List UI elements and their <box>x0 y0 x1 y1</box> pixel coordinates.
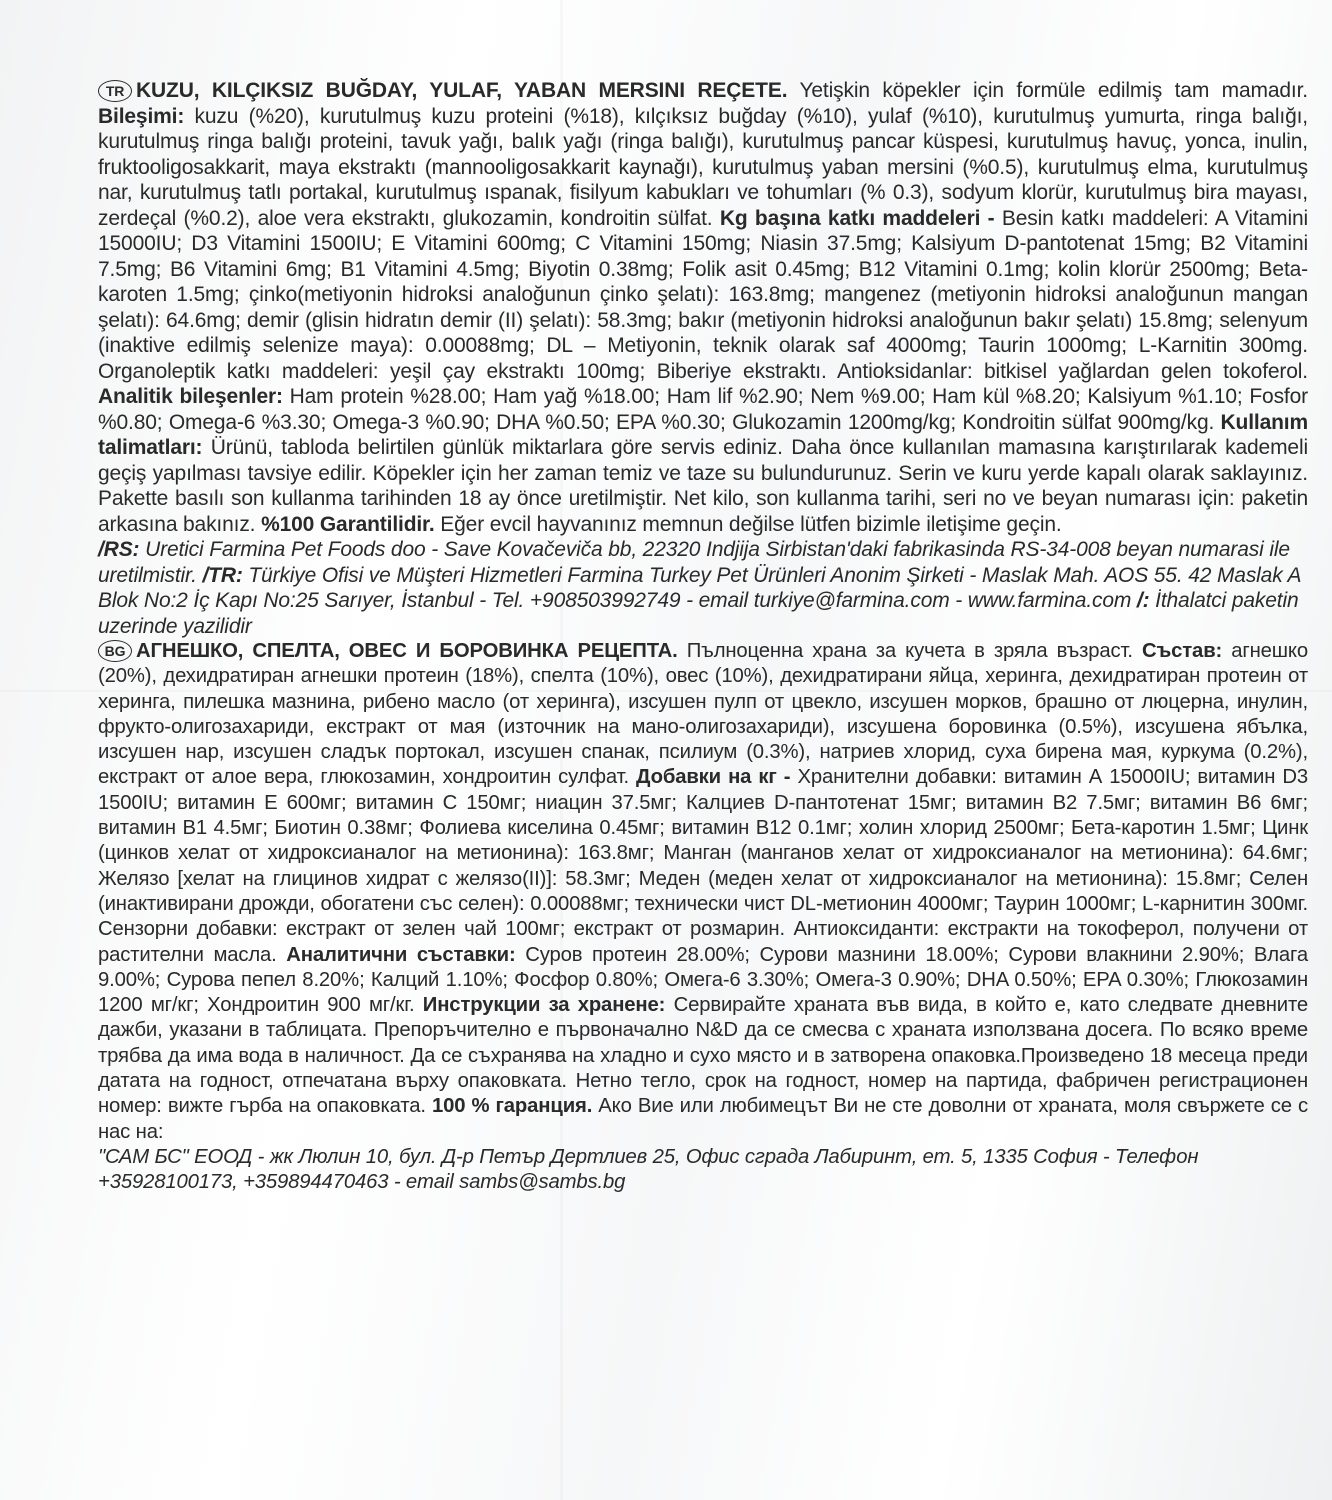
tr-rs-label: /RS: <box>98 538 140 561</box>
tr-analytical-label: Analitik bileşenler: <box>98 385 283 408</box>
ingredient-label <box>98 78 1308 1196</box>
tr-additives-text: Besin katkı maddeleri: A Vitamini 15000IU; D3 Vitamini 1500IU; E Vitamini 600mg; C Vitamini 150mg; Niasin 37.5mg; Kalsiyum D-pantotenat 15mg; B2 Vitamini 7.5mg; B6 Vitamini 6mg; B1 Vitamini 4.5mg; Biyotin 0.38mg; Folik asit 0.45mg; B12 Vitamini 0.1mg; kolin klorür 2500mg; Beta-karoten 1.5mg; çinko(metiyonin hidroksi analoğunun çinko şelatı): 163.8mg; mangenez (metiyonin hidroksi analoğunun mangan şelatı): 64.6mg; demir (glisin hidratın demir (II) şelatı): 58.3mg; bakır (metiyonin hidroksi analoğunun bakır şelatı) 15.8mg; selenyum (inaktive edilmiş selenize maya): 0.00088mg; DL – Metiyonin, teknik olarak saf 4000mg; Taurin 1000mg; L-Karnitin 300mg. Organoleptik katkı maddeleri: yeşil çay ekstraktı 100mg; Biberiye ekstraktı. Antioksidanlar: bitkisel yağlardan gelen tokoferol. <box>98 206 1308 383</box>
bg-usage-label: Инструкции за хранене: <box>422 994 666 1017</box>
tr-importer-text: İthalatci paketin uzerinde yazilidir <box>98 589 1299 638</box>
tr-manufacturer-info <box>98 537 1308 639</box>
bg-recipe-subheading: Пълноценна храна за кучета в зряла възраст. <box>677 640 1133 662</box>
tr-analytical-text: Ham protein %28.00; Ham yağ %18.00; Ham lif %2.90; Nem %9.00; Ham kül %8.20; Kalsiyum %1.10; Fosfor %0.80; Omega-6 %3.30; Omega-3 %0.90; DHA %0.50; EPA %0.30; Glukozamin 1200mg/kg; Kondroitin sülfat 900mg/kg. <box>98 385 1308 434</box>
bg-guarantee-text: Ако Вие или любимецът Ви не сте доволни от храната, моля свържете се с нас на: <box>98 1095 1308 1143</box>
bg-composition-text: агнешко (20%), дехидратиран агнешки протеин (18%), спелта (10%), овес (10%), дехидратирани яйца, херинга, дехидратиран протеин от херинга, пилешка мазнина, рибено масло (от херинга), изсушен пулп от цвекло, изсушен морков, брашно от люцерна, инулин, фрукто-олигозахариди, екстракт от мая (източник на мано-олигозахариди), изсушена боровинка (0.5%), изсушена ябълка, изсушен нар, изсушен сладък портокал, изсушен спанак, псилиум (0.3%), натриев хлорид, суха бирена мая, куркума (0.2%), екстракт от алое вера, глюкозамин, хондроитин сулфат. <box>98 640 1308 789</box>
bg-composition-label: Състав: <box>1142 640 1223 662</box>
tr-recipe-subheading: Yetişkin köpekler için formüle edilmiş tam mamadır. <box>787 79 1308 102</box>
tr-usage-text: Ürünü, tabloda belirtilen günlük miktarlara göre servis ediniz. Daha önce kullanılan mamasına karıştırılarak kademeli geçiş yapılması tavsiye edilir. Köpekler için her zaman temiz ve taze su bulundurunuz. Serin ve kuru yerde kapalı olarak saklayınız. Pakette basılı son kullanma tarihinden 18 ay önce uretilmiştir. Net kilo, son kullanma tarihi, seri no ve beyan numarası için: paketin arkasına bakınız. <box>98 436 1308 536</box>
section-turkish <box>98 78 1308 639</box>
tr-office-label: /TR: <box>202 563 243 587</box>
tr-recipe-heading: KUZU, KILÇIKSIZ BUĞDAY, YULAF, YABAN MERSINI REÇETE. <box>136 79 788 102</box>
tr-composition-label: Bileşimi: <box>98 104 185 128</box>
tr-paragraph <box>98 78 1308 537</box>
bg-guarantee-label: 100 % гаранция. <box>431 1095 593 1118</box>
bg-analytical-label: Аналитични съставки: <box>286 943 516 966</box>
section-bulgarian <box>98 639 1308 1196</box>
tr-importer-label: /: <box>1136 589 1150 612</box>
language-badge-tr: TR <box>98 80 132 102</box>
bg-analytical-text: Суров протеин 28.00%; Сурови мазнини 18.00%; Сурови влакнини 2.90%; Влага 9.00%; Сурова пепел 8.20%; Калций 1.10%; Фосфор 0.80%; Омега-6 3.30%; Омега-3 0.90%; DHA 0.50%; EPA 0.30%; Глюкозамин 1200 мг/кг; Хондроитин 900 мг/кг. <box>98 943 1308 1017</box>
tr-additives-label: Kg başına katkı maddeleri - <box>719 206 995 230</box>
tr-guarantee-label: %100 Garantilidir. <box>261 512 435 536</box>
bg-usage-text: Сервирайте храната във вида, в който е, като следвате дневните дажби, указани в таблицата. Препоръчително е първоначално N&D да се смесва с храната използвана досега. По всяко време трябва да има вода в наличност. Да се съхранява на хладно и сухо място и в затворена опаковка.Произведено 18 месеца преди датата на годност, отпечатана върху опаковката. Нетно тегло, срок на годност, номер на партида, фабричен регистрационен номер: вижте гърба на опаковката. <box>98 994 1309 1118</box>
bg-additives-text: Хранителни добавки: витамин А 15000IU; витамин D3 1500IU; витамин Е 600мг; витамин С 150мг; ниацин 37.5мг; Калциев D-пантотенат 15мг; витамин В2 7.5мг; витамин В6 6мг; витамин В1 4.5мг; Биотин 0.38мг; Фолиева киселина 0.45мг; витамин В12 0.1мг; холин хлорид 2500мг; Бета-каротин 1.5мг; Цинк (цинков хелат от хидроксианалог на метионина): 163.8мг; Манган (манганов хелат от хидроксианалог на метионина): 64.6мг; Желязо [хелат на глицинов хидрат с желязо(II)]: 58.3мг; Меден (меден хелат от хидроксианалог на метионина): 15.8мг; Селен (инактивирани дрожди, обогатени със селен): 0.00088мг; технически чист DL-метионин 4000мг; Таурин 1000мг; L-карнитин 300мг. Сензорни добавки: екстракт от зелен чай 100мг; екстракт от розмарин. Антиоксиданти: екстракти на токоферол, получени от растителни масла. <box>98 766 1308 966</box>
tr-rs-text: Uretici Farmina Pet Foods doo - Save Kovačeviča bb, 22320 Indjija Sirbistan'daki fabrikasinda RS-34-008 beyan numarasi ile uretilmistir. <box>98 538 1290 587</box>
tr-guarantee-text: Eğer evcil hayvanınız memnun değilse lütfen bizimle iletişime geçin. <box>434 512 1062 536</box>
bg-paragraph <box>98 639 1308 1145</box>
tr-office-text: Türkiye Ofisi ve Müşteri Hizmetleri Farmina Turkey Pet Ürünleri Anonim Şirketi - Maslak Mah. AOS 55. 42 Maslak A Blok No:2 İç Kapı No:25 Sarıyer, İstanbul - Tel. +908503992749 - email turkiye@farmina.com - www.farmina.com <box>98 563 1301 612</box>
tr-usage-label: Kullanım talimatları: <box>98 410 1308 459</box>
bg-contact-text: "САМ БС" ЕООД - жк Люлин 10, бул. Д-р Петър Дертлиев 25, Офис сграда Лабиринт, ет. 5, 1335 София - Телефон +35928100173, +359894470463 - email sambs@sambs.bg <box>98 1145 1199 1194</box>
bg-additives-label: Добавки на кг - <box>636 766 791 789</box>
bg-importer-contact <box>98 1145 1308 1196</box>
bg-recipe-heading: АГНЕШКО, СПЕЛТА, ОВЕС И БОРОВИНКА РЕЦЕПТА. <box>136 640 678 662</box>
language-badge-bg: BG <box>98 640 132 662</box>
tr-composition-text: kuzu (%20), kurutulmuş kuzu proteini (%18), kılçıksız buğday (%10), yulaf (%10), kurutulmuş yumurta, ringa balığı, kurutulmuş ringa balığı proteini, tavuk yağı, balık yağı (ringa balığı), kurutulmuş pancar küspesi, kurutulmuş havuç, yonca, inulin, fruktooligosakkarit, maya ekstraktı (mannooligosakkarit kaynağı), kurutulmuş yaban mersini (%0.5), kurutulmuş elma, kurutulmuş nar, kurutulmuş tatlı portakal, kurutulmuş ıspanak, fisilyum kabukları ve tohumları (% 0.3), sodyum klorür, kurutulmuş bira mayası, zerdeçal (%0.2), aloe vera ekstraktı, glukozamin, kondroitin sülfat. <box>98 104 1308 230</box>
